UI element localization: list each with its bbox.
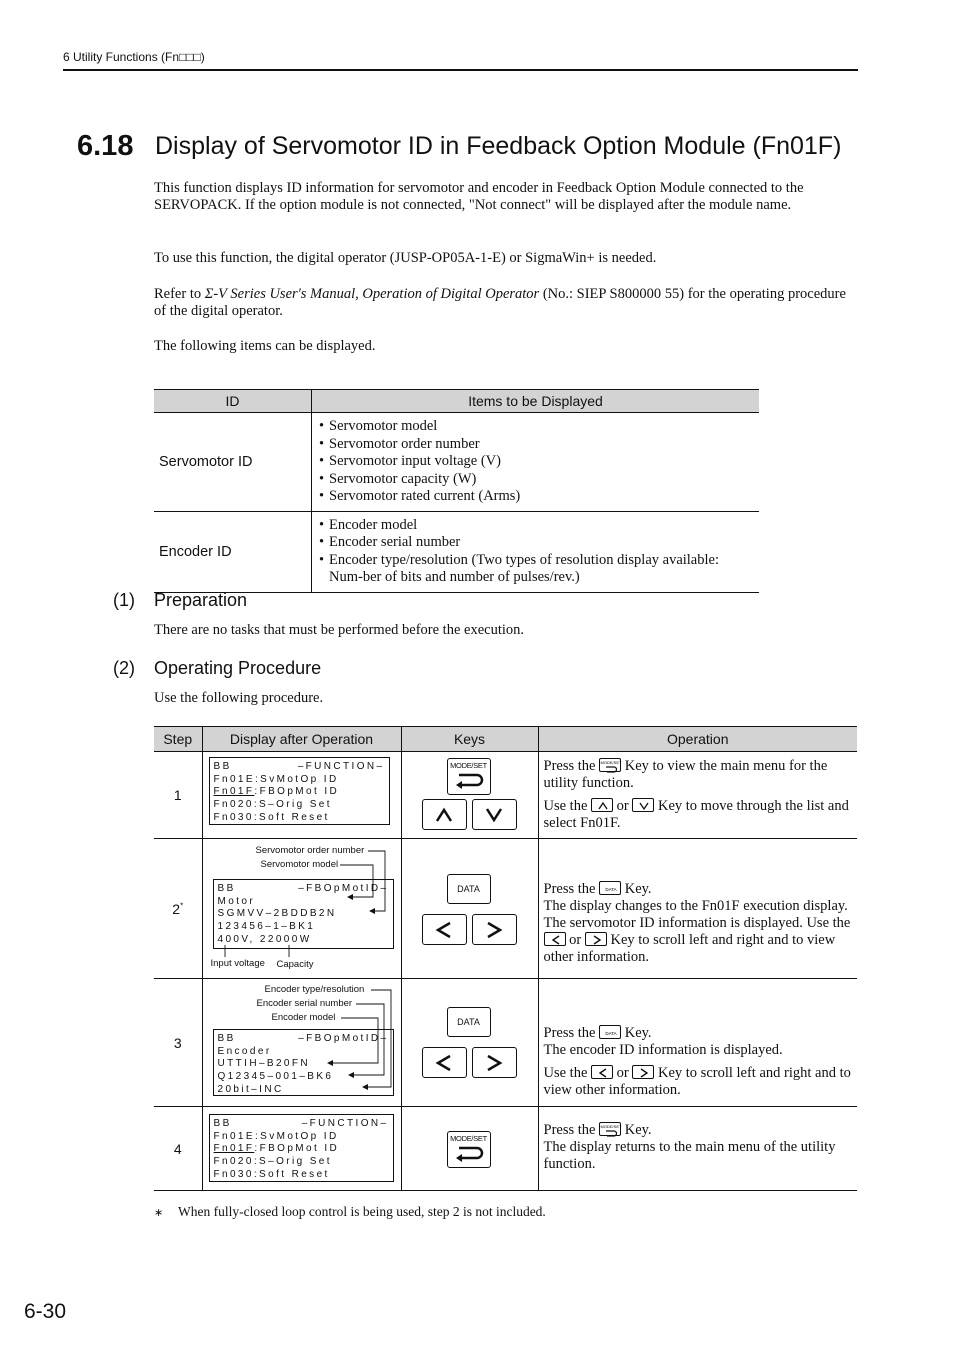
list-item: • Encoder type/resolution (Two types of resolution display available: Num-ber of bits and number of pulses/rev.) (319, 552, 754, 587)
svg-text:MODE/SET: MODE/SET (600, 760, 622, 765)
lcd-line (218, 1058, 389, 1071)
operation-text (544, 758, 852, 792)
op-text: or (616, 1065, 629, 1081)
lcd-display (209, 1114, 394, 1182)
lcd-line (214, 799, 385, 812)
svg-text:DATA: DATA (605, 1031, 617, 1036)
mode-set-key-icon (599, 758, 621, 772)
operation-text (544, 1065, 852, 1099)
lcd-line (218, 1084, 389, 1097)
left-key[interactable] (422, 914, 467, 945)
down-key-icon (632, 798, 654, 812)
right-arrow-icon (484, 1053, 504, 1073)
callout-input-voltage: Input voltage (210, 958, 265, 969)
operation-cell (538, 1107, 857, 1191)
heading-title: Operating Procedure (154, 658, 322, 678)
lcd-cursor-text: Fn01F (213, 786, 255, 798)
left-arrow-icon (434, 1053, 454, 1073)
list-item: • Servomotor order number (319, 436, 754, 454)
operation-text (544, 1042, 852, 1059)
table-row (154, 752, 857, 839)
lcd-line (214, 761, 385, 774)
lcd-text: BB (217, 883, 236, 894)
lcd-text: :FBOpMot ID (254, 1143, 340, 1155)
op-text: Press the (543, 1122, 596, 1138)
footnote-text: When fully-closed loop control is being used, step 2 is not included. (178, 1204, 546, 1219)
lcd-line (214, 786, 385, 799)
table-row (154, 511, 759, 592)
lcd-line (214, 1131, 389, 1144)
ref-suffix: (No.: SIEP S800000 55) for the operating procedure of the digital operator. (154, 286, 846, 319)
lcd-text: Fn030:Soft Reset (213, 811, 330, 823)
right-key[interactable] (472, 1047, 517, 1078)
down-arrow-icon (484, 807, 504, 823)
svg-text:DATA: DATA (605, 887, 617, 892)
keys-cell (401, 752, 538, 839)
table-header-row (154, 727, 857, 752)
column-header-items: Items to be Displayed (312, 390, 760, 413)
data-key-icon (599, 881, 621, 895)
callout-capacity: Capacity (276, 959, 314, 970)
callout-encoder-model: Encoder model (271, 1012, 336, 1023)
lcd-text: Encoder (217, 1045, 272, 1057)
preparation-text: There are no tasks that must be performed before the execution. (154, 622, 525, 638)
lcd-text: –FBOpMotID– (298, 1033, 389, 1044)
lcd-line (214, 1143, 389, 1156)
key-label: MODE/SET (450, 761, 487, 770)
list-item: • Servomotor rated current (Arms) (319, 488, 754, 506)
section-title: Display of Servomotor ID in Feedback Option Module (Fn01F) (155, 132, 842, 160)
op-text: Use the (543, 798, 588, 814)
return-arrow-icon (447, 1131, 491, 1168)
mode-set-key[interactable] (447, 1131, 491, 1168)
intro-paragraph-4: The following items can be displayed. (154, 338, 376, 354)
heading-title: Preparation (154, 590, 248, 610)
table-row (154, 413, 759, 512)
lcd-text: :FBOpMot ID (254, 786, 340, 798)
op-text: The display changes to the Fn01F execution display. The servomotor ID information is displayed. Use the (543, 898, 851, 931)
lcd-text: Q12345–001–BK6 (217, 1071, 334, 1083)
key-label: MODE/SET (450, 1134, 487, 1143)
section-number: 6.18 (77, 130, 134, 162)
op-text: or (569, 932, 582, 948)
up-key[interactable] (422, 799, 467, 830)
keys-cell (401, 839, 538, 979)
op-text: Use the (543, 1065, 588, 1081)
lcd-line (214, 812, 385, 825)
lcd-line (218, 921, 389, 934)
lcd-text: –FUNCTION– (297, 761, 385, 772)
lcd-text: 123456–1–BK1 (217, 921, 316, 933)
intro-paragraph-3 (154, 286, 854, 320)
operation-cell (538, 752, 857, 839)
lcd-line (218, 908, 389, 921)
row-items-encoder (312, 511, 760, 592)
column-header-display: Display after Operation (202, 727, 401, 752)
ref-manual-title: Σ-V Series User's Manual, Operation of Digital Operator (204, 286, 540, 302)
op-text: Key to scroll left and right and to view other information. (543, 1065, 851, 1098)
lcd-display (209, 757, 390, 825)
row-items-servomotor (312, 413, 760, 512)
op-text: The display returns to the main menu of the utility function. (543, 1139, 836, 1172)
ref-prefix: Refer to (154, 286, 205, 302)
return-arrow-icon (447, 758, 491, 795)
running-header: 6 Utility Functions (Fn□□□) (63, 50, 205, 64)
display-cell (202, 839, 401, 979)
display-cell (202, 979, 401, 1107)
left-key-icon (544, 932, 566, 946)
step-number (154, 839, 202, 979)
up-key-icon (591, 798, 613, 812)
row-id-servomotor: Servomotor ID (154, 413, 312, 512)
mode-set-key-icon (599, 1122, 621, 1136)
lcd-text: BB (217, 1033, 236, 1044)
op-text: Press the (543, 881, 596, 897)
keys-cell (401, 979, 538, 1107)
callout-order-number: Servomotor order number (255, 845, 365, 856)
operation-text (544, 1122, 852, 1139)
page-number: 6-30 (24, 1300, 67, 1323)
op-text: Key to view the main menu for the utility function. (543, 758, 828, 791)
heading-number: (1) (113, 590, 135, 610)
lcd-text: Fn020:S–Orig Set (213, 799, 332, 811)
list-item: • Servomotor input voltage (V) (319, 453, 754, 471)
operation-text (544, 881, 852, 898)
callout-servomotor-model: Servomotor model (260, 859, 339, 870)
operation-text (544, 932, 852, 966)
right-key-icon (632, 1065, 654, 1079)
step-number: 3 (154, 979, 202, 1107)
op-text: or (616, 798, 629, 814)
list-item: • Encoder model (319, 517, 754, 535)
operation-cell (538, 839, 857, 979)
down-key[interactable] (472, 799, 517, 830)
mode-set-key[interactable] (447, 758, 491, 795)
right-key[interactable] (472, 914, 517, 945)
left-arrow-icon (434, 920, 454, 940)
operation-text (544, 898, 852, 932)
step-number: 1 (154, 752, 202, 839)
column-header-operation: Operation (538, 727, 857, 752)
footnote (154, 1204, 546, 1220)
lcd-line (218, 934, 389, 947)
footnote-mark: * (180, 900, 184, 910)
operating-procedure-table (154, 726, 857, 1191)
operation-text (544, 798, 852, 832)
lcd-text: BB (213, 1118, 232, 1129)
lcd-text: Fn01E:SvMotOp ID (213, 773, 339, 785)
op-text: Key to move through the list and select Fn01F. (543, 798, 849, 831)
left-key[interactable] (422, 1047, 467, 1078)
op-text: Key. (624, 1025, 652, 1041)
op-text: Key. (624, 881, 652, 897)
lcd-line (214, 774, 385, 787)
header-rule (63, 69, 858, 71)
op-text: Press the (543, 1025, 596, 1041)
op-text: Key to scroll left and right and to view other information. (543, 932, 836, 965)
step-number: 4 (154, 1107, 202, 1191)
data-key[interactable]: DATA (447, 1007, 491, 1037)
lcd-line (214, 1169, 389, 1182)
lcd-display (213, 1029, 394, 1096)
column-header-id: ID (154, 390, 312, 413)
heading-number: (2) (113, 658, 135, 678)
right-arrow-icon (484, 920, 504, 940)
step-value: 2 (172, 900, 181, 917)
keys-cell (401, 1107, 538, 1191)
id-items-table (154, 389, 759, 593)
display-cell (202, 1107, 401, 1191)
operation-cell (538, 979, 857, 1107)
operation-text (544, 1139, 852, 1173)
op-text: The encoder ID information is displayed. (543, 1042, 783, 1058)
table-header-row (154, 390, 759, 413)
lcd-text: Fn030:Soft Reset (213, 1168, 330, 1180)
column-header-keys: Keys (401, 727, 538, 752)
right-key-icon (585, 932, 607, 946)
lcd-line (218, 896, 389, 909)
lcd-text: 400V, 22000W (217, 933, 312, 945)
lcd-text: BB (213, 761, 232, 772)
lcd-display (213, 879, 394, 949)
list-item: • Servomotor capacity (W) (319, 471, 754, 489)
op-text: Key. (624, 1122, 652, 1138)
preparation-heading (113, 590, 247, 611)
lcd-line (214, 1156, 389, 1169)
operation-text (544, 1025, 852, 1042)
footnote-mark: ∗ (154, 1207, 164, 1219)
intro-paragraph-1: This function displays ID information for servomotor and encoder in Feedback Option Module connected to the SERVOPACK. If the option module is not connected, "Not connect" will be displayed after the module name. (154, 180, 804, 213)
lcd-cursor-text: Fn01F (213, 1143, 255, 1155)
lcd-text: –FBOpMotID– (298, 883, 389, 894)
display-cell (202, 752, 401, 839)
lcd-text: Fn01E:SvMotOp ID (213, 1130, 339, 1142)
lcd-text: SGMVV–2BDDB2N (217, 908, 337, 920)
lcd-text: Motor (217, 895, 256, 907)
table-row (154, 1107, 857, 1191)
left-key-icon (591, 1065, 613, 1079)
lcd-text: 20bit–INC (217, 1083, 284, 1095)
data-key-icon (599, 1025, 621, 1039)
up-arrow-icon (434, 807, 454, 823)
data-key[interactable]: DATA (447, 874, 491, 904)
lcd-line (218, 1046, 389, 1059)
lcd-line (214, 1118, 389, 1131)
svg-text:MODE/SET: MODE/SET (600, 1124, 622, 1129)
column-header-step: Step (154, 727, 202, 752)
lcd-text: UTTIH–B20FN (217, 1058, 311, 1070)
row-id-encoder: Encoder ID (154, 511, 312, 592)
op-text: Press the (543, 758, 596, 774)
callout-encoder-serial: Encoder serial number (256, 998, 353, 1009)
list-item: • Encoder serial number (319, 534, 754, 552)
lcd-text: Fn020:S–Orig Set (213, 1156, 332, 1168)
procedure-text: Use the following procedure. (154, 690, 324, 706)
table-row (154, 979, 857, 1107)
lcd-line (218, 1071, 389, 1084)
lcd-line (218, 1033, 389, 1046)
intro-paragraph-2: To use this function, the digital operator (JUSP-OP05A-1-E) or SigmaWin+ is needed. (154, 250, 657, 266)
callout-encoder-type: Encoder type/resolution (264, 984, 365, 995)
procedure-heading (113, 658, 321, 679)
list-item: • Servomotor model (319, 418, 754, 436)
lcd-line (218, 883, 389, 896)
table-row (154, 839, 857, 979)
lcd-text: –FUNCTION– (301, 1118, 389, 1129)
